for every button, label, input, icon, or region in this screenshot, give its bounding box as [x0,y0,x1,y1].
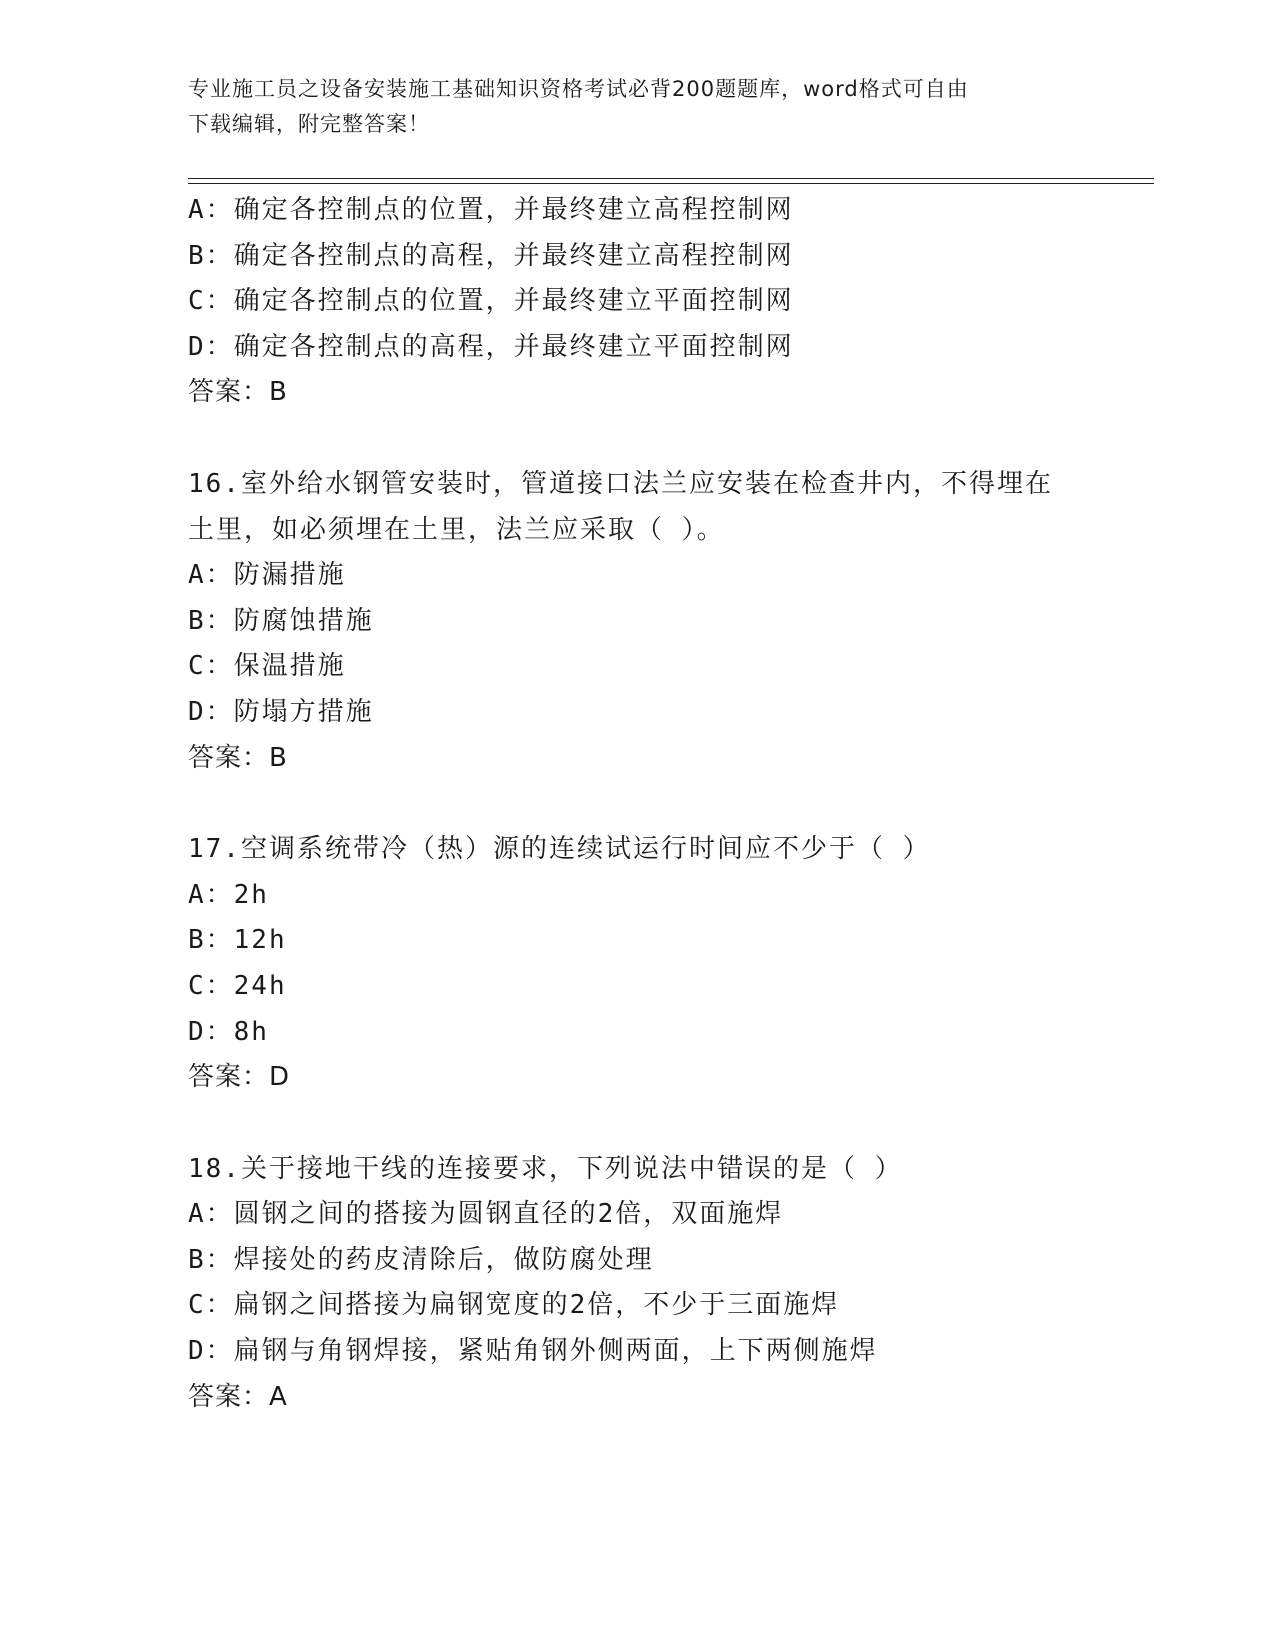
spacer [188,1101,1088,1147]
spacer [188,781,1088,827]
q16-question-line-1: 16.室外给水钢管安装时，管道接口法兰应安装在检查井内，不得埋在 [188,468,1053,499]
question-content [188,188,1088,1420]
header-divider-bottom [188,183,1154,184]
q18-option-a: A：圆钢之间的搭接为圆钢直径的2倍，双面施焊 [188,1199,784,1230]
question-16-block [188,462,1088,781]
q16-option-a: A：防漏措施 [188,560,346,591]
header-divider-top [188,178,1154,179]
q16-question-line-2: 土里，如必须埋在土里，法兰应采取（ ）。 [188,514,725,545]
q17-option-c: C：24h [188,970,287,1001]
q17-answer: 答案：D [188,1062,291,1093]
q16-option-c: C：保温措施 [188,651,346,682]
spacer [188,416,1088,462]
q17-option-d: D：8h [188,1016,269,1047]
question-15-block [188,188,1088,416]
q15-option-a: A：确定各控制点的位置，并最终建立高程控制网 [188,195,794,225]
q17-option-a: A：2h [188,879,269,910]
q17-option-b: B：12h [188,925,287,956]
q15-option-b: B：确定各控制点的高程，并最终建立高程控制网 [188,240,794,271]
q15-option-d: D：确定各控制点的高程，并最终建立平面控制网 [188,331,794,362]
q16-option-b: B：防腐蚀措施 [188,605,374,636]
question-18-block [188,1147,1088,1421]
q16-option-d: D：防塌方措施 [188,696,374,727]
q17-question: 17.空调系统带冷（热）源的连续试运行时间应不少于（ ） [188,834,931,865]
header-line-1: 专业施工员之设备安装施工基础知识资格考试必背200题题库，word格式可自由 [188,77,969,101]
q18-question: 18.关于接地干线的连接要求，下列说法中错误的是（ ） [188,1153,903,1184]
document-header [188,72,1068,142]
q18-option-b: B：焊接处的药皮清除后，做防腐处理 [188,1244,654,1275]
question-17-block [188,827,1088,1101]
q15-answer: 答案：B [188,377,288,408]
q18-option-d: D：扁钢与角钢焊接，紧贴角钢外侧两面，上下两侧施焊 [188,1336,878,1367]
q15-option-c: C：确定各控制点的位置，并最终建立平面控制网 [188,286,794,317]
q18-option-c: C：扁钢之间搭接为扁钢宽度的2倍，不少于三面施焊 [188,1290,840,1321]
header-line-2: 下载编辑，附完整答案！ [188,112,430,136]
q16-answer: 答案：B [188,742,288,773]
q18-answer: 答案：A [188,1381,288,1412]
